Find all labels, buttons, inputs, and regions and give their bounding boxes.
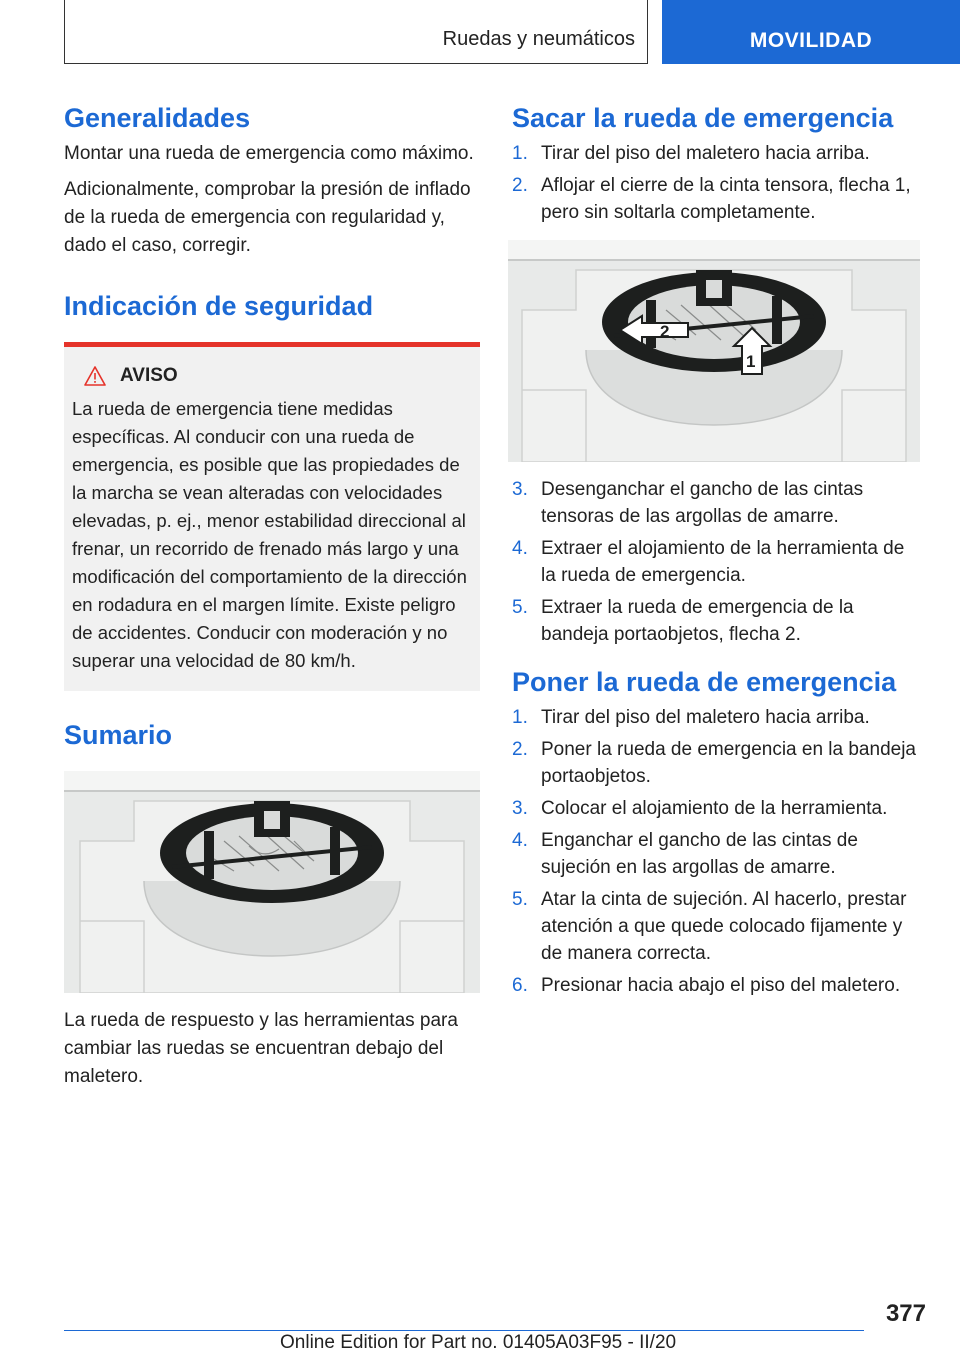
spare-wheel-removal-illustration <box>508 240 920 462</box>
warning-box <box>64 342 480 691</box>
list-item: 5. Extraer la rueda de emergencia de la bandeja portaobjetos, flecha 2. <box>512 597 854 645</box>
footer-edition: Online Edition for Part no. 01405A03F95 - II/20 <box>280 1332 677 1353</box>
generalidades-p2: Adicionalmente, comprobar la presión de inflado de la rueda de emergencia con regularidad y, dado el caso, corregir. <box>64 179 471 256</box>
list-item: 3. Desenganchar el gancho de las cintas tensoras de las argollas de amarre. <box>512 479 864 527</box>
list-item: 4. Enganchar el gancho de las cintas de sujeción en las argollas de amarre. <box>512 830 858 878</box>
page-number: 377 <box>885 1300 926 1327</box>
steps-sacar-b <box>512 476 924 648</box>
list-item: 4. Extraer el alojamiento de la herramienta de la rueda de emergencia. <box>512 538 905 586</box>
generalidades-p1: Montar una rueda de emergencia como máximo. <box>64 143 474 164</box>
list-item: 5. Atar la cinta de sujeción. Al hacerlo, prestar atención a que quede colocado fijamente y de manera correcta. <box>512 889 907 964</box>
left-column <box>64 100 480 1091</box>
header-section-title: Ruedas y neumáticos <box>442 28 635 50</box>
warning-triangle-icon <box>84 366 106 386</box>
steps-sacar-a <box>512 140 924 226</box>
sumario-caption: La rueda de respuesto y las herramientas para cambiar las ruedas se encuentran debajo del maletero. <box>64 1010 458 1087</box>
header-chapter-tab[interactable]: MOVILIDAD <box>662 0 960 64</box>
list-item: 3. Colocar el alojamiento de la herramienta. <box>512 798 888 819</box>
heading-sumario: Sumario <box>64 720 173 750</box>
list-item: 2. Poner la rueda de emergencia en la bandeja portaobjetos. <box>512 739 916 787</box>
header-frame <box>64 0 648 64</box>
footer-divider <box>64 1330 864 1331</box>
list-item: 2. Aflojar el cierre de la cinta tensora, flecha 1, pero sin soltarla completamente. <box>512 175 911 223</box>
warning-text: La rueda de emergencia tiene medidas específicas. Al conducir con una rueda de emergencia, es posible que las propiedades de la marcha se vean alteradas con velocidades elevadas, p. ej., menor estabilidad direccional al frenar, un recorrido de frenado más largo y una modificación del comportamiento de la dirección en rodadura en el margen límite. Existe peligro de accidentes. Conducir con moderación y no superar una velocidad de 80 km/h. <box>72 398 467 671</box>
spare-wheel-illustration <box>64 771 480 993</box>
heading-poner: Poner la rueda de emergencia <box>512 667 897 697</box>
arrow-1-label: 1 <box>746 352 756 371</box>
arrow-2-label: 2 <box>660 322 670 341</box>
list-item: 1. Tirar del piso del maletero hacia arriba. <box>512 143 870 164</box>
right-column <box>512 100 924 1004</box>
heading-sacar: Sacar la rueda de emergencia <box>512 103 894 133</box>
warning-title <box>72 365 472 387</box>
heading-seguridad: Indicación de seguridad <box>64 291 374 321</box>
heading-generalidades: Generalidades <box>64 103 251 133</box>
steps-poner <box>512 704 924 999</box>
list-item: 1. Tirar del piso del maletero hacia arriba. <box>512 707 870 728</box>
list-item: 6. Presionar hacia abajo el piso del maletero. <box>512 975 901 996</box>
warning-title-label: AVISO <box>120 365 178 386</box>
